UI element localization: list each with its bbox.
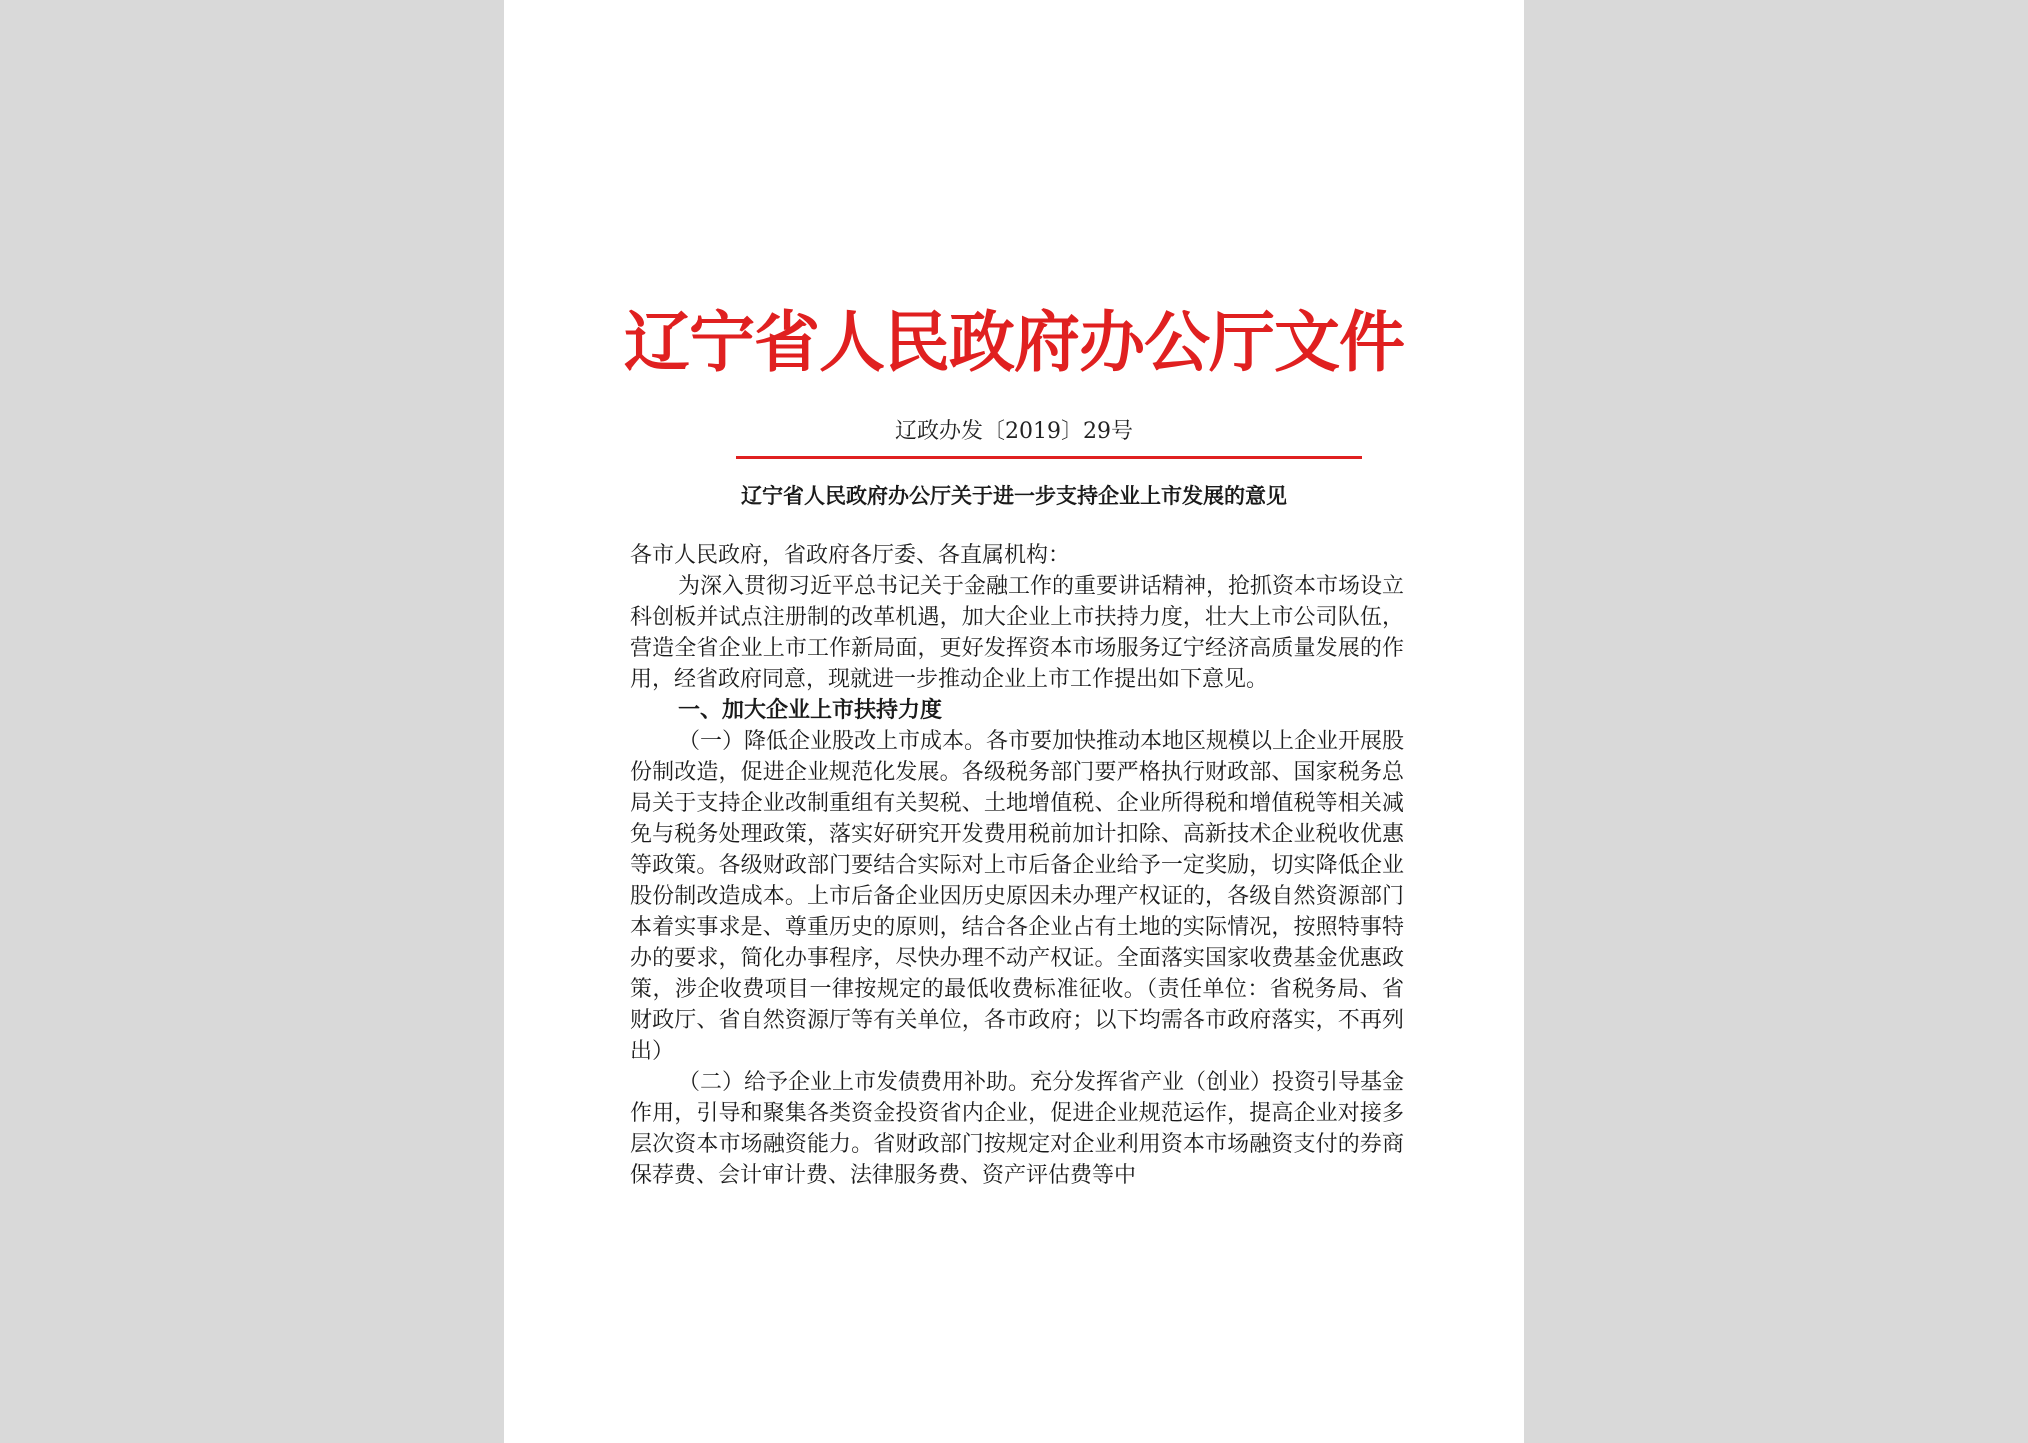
document-number: 辽政办发〔2019〕29号 (895, 419, 1133, 444)
document-title: 辽宁省人民政府办公厅关于进一步支持企业上市发展的意见 (741, 483, 1287, 508)
intro-paragraph: 为深入贯彻习近平总书记关于金融工作的重要讲话精神，抢抓资本市场设立科创板并试点注册制的改革机遇，加大企业上市扶持力度，壮大上市公司队伍，营造全省企业上市工作新局面，更好发挥资本市场服务辽宁经济高质量发展的作用，经省政府同意，现就进一步推动企业上市工作提出如下意见。 (630, 574, 1405, 692)
salutation: 各市人民政府，省政府各厅委、各直属机构： (630, 543, 1071, 568)
section-heading: 一、加大企业上市扶持力度 (678, 697, 943, 723)
item-paragraph-2: （二）给予企业上市发债费用补助。充分发挥省产业（创业）投资引导基金作用，引导和聚集各类资金投资省内企业，促进企业规范运作，提高企业对接多层次资本市场融资能力。省财政部门按规定对企业利用资本市场融资支付的券商保荐费、会计审计费、法律服务费、资产评估费等中 (630, 1070, 1405, 1188)
red-divider-line (736, 456, 1362, 459)
document-masthead: 辽宁省人民政府办公厅文件 (624, 303, 1404, 381)
document-page (504, 0, 1524, 1443)
item-paragraph-1: （一）降低企业股改上市成本。各市要加快推动本地区规模以上企业开展股份制改造，促进企业规范化发展。各级税务部门要严格执行财政部、国家税务总局关于支持企业改制重组有关契税、土地增值税、企业所得税和增值税等相关减免与税务处理政策，落实好研究开发费用税前加计扣除、高新技术企业税收优惠等政策。各级财政部门要结合实际对上市后备企业给予一定奖励，切实降低企业股份制改造成本。上市后备企业因历史原因未办理产权证的，各级自然资源部门本着实事求是、尊重历史的原则，结合各企业占有土地的实际情况，按照特事特办的要求，简化办事程序，尽快办理不动产权证。全面落实国家收费基金优惠政策，涉企收费项目一律按规定的最低收费标准征收。（责任单位：省税务局、省财政厅、省自然资源厅等有关单位，各市政府；以下均需各市政府落实，不再列出） (630, 729, 1405, 1064)
document-body (630, 540, 1404, 1191)
